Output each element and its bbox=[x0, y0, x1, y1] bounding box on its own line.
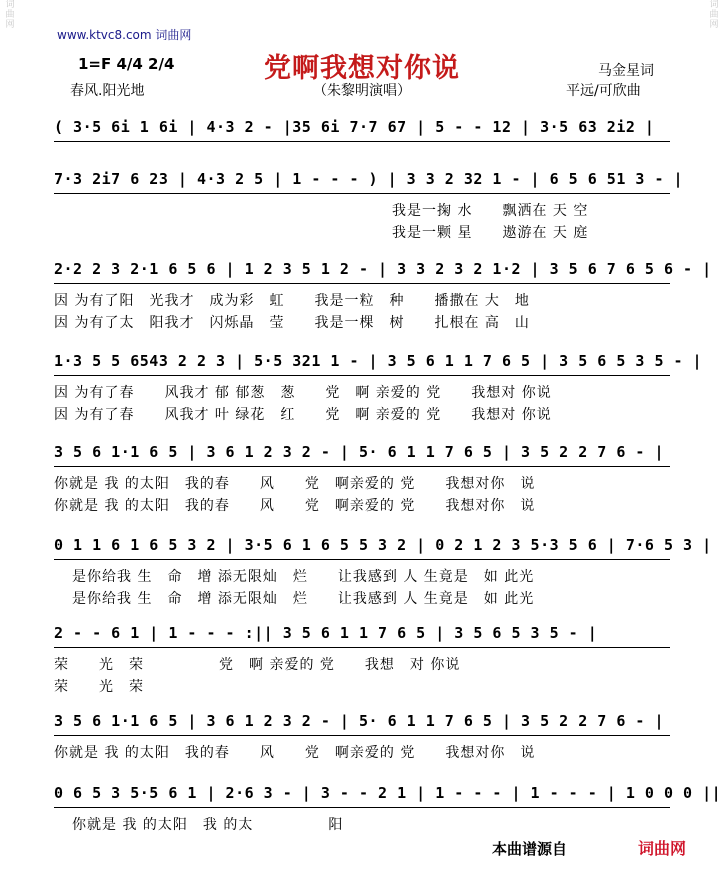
lyric-line-1: 我是一掬 水 飘洒在 天 空 bbox=[392, 203, 589, 219]
song-title: 党啊我想对你说 bbox=[264, 53, 460, 84]
lyric-line-2: 因 为有了春 风我才 叶 绿花 红 党 啊 亲爱的 党 我想对 你说 bbox=[54, 407, 552, 423]
lyricist-credit: 马金星词 bbox=[598, 63, 654, 79]
underline bbox=[54, 141, 670, 142]
source-note: 本曲谱源自 bbox=[492, 840, 568, 858]
lyric-line-2: 是你给我 生 命 增 添无限灿 烂 让我感到 人 生竟是 如 此光 bbox=[72, 591, 535, 607]
lyric-line-1: 因 为有了春 风我才 郁 郁葱 葱 党 啊 亲爱的 党 我想对 你说 bbox=[54, 385, 552, 401]
left-watermark: 词曲网 bbox=[5, 0, 15, 30]
underline bbox=[54, 807, 670, 808]
lyric-line-2: 荣 光 荣 bbox=[54, 679, 144, 695]
notation-line: 2·2 2 3 2·1 6 5 6 | 1 2 3 5 1 2 - | 3 3 2 3 2 1·2 | 3 5 6 7 6 5 6 - | bbox=[54, 260, 712, 278]
notation-line: 3 5 6 1·1 6 5 | 3 6 1 2 3 2 - | 5· 6 1 1 7 6 5 | 3 5 2 2 7 6 - | bbox=[54, 443, 664, 461]
underline bbox=[54, 193, 670, 194]
site-logo[interactable]: 词曲网 bbox=[638, 839, 687, 858]
underline bbox=[54, 466, 670, 467]
lyric-line-1: 你就是 我 的太阳 我的春 风 党 啊亲爱的 党 我想对你 说 bbox=[54, 476, 536, 492]
notation-line: 3 5 6 1·1 6 5 | 3 6 1 2 3 2 - | 5· 6 1 1 7 6 5 | 3 5 2 2 7 6 - | bbox=[54, 712, 664, 730]
right-watermark: 词曲网 bbox=[709, 0, 719, 30]
lyric-line-1: 你就是 我 的太阳 我 的太 阳 bbox=[72, 817, 344, 833]
underline bbox=[54, 559, 670, 560]
site-url[interactable]: www.ktvc8.com 词曲网 bbox=[57, 28, 192, 42]
album-name: 春风.阳光地 bbox=[70, 83, 145, 99]
notation-line: 7·3 2i7 6 23 | 4·3 2 5 | 1 - - - ) | 3 3 2 32 1 - | 6 5 6 51 3 - | bbox=[54, 170, 684, 188]
key-signature: 1=F 4/4 2/4 bbox=[78, 55, 175, 73]
composer-credit: 平远/可欣曲 bbox=[566, 83, 641, 99]
lyric-line-1: 你就是 我 的太阳 我的春 风 党 啊亲爱的 党 我想对你 说 bbox=[54, 745, 536, 761]
underline bbox=[54, 735, 670, 736]
notation-line: 1·3 5 5 6543 2 2 3 | 5·5 321 1 - | 3 5 6 1 1 7 6 5 | 3 5 6 5 3 5 - | bbox=[54, 352, 703, 370]
lyric-line-1: 因 为有了阳 光我才 成为彩 虹 我是一粒 种 播撒在 大 地 bbox=[54, 293, 530, 309]
lyric-line-1: 是你给我 生 命 增 添无限灿 烂 让我感到 人 生竟是 如 此光 bbox=[72, 569, 535, 585]
underline bbox=[54, 375, 670, 376]
notation-line: ( 3·5 6i 1 6i | 4·3 2 - |35 6i 7·7 67 | 5 - - 12 | 3·5 63 2i2 | bbox=[54, 118, 655, 136]
notation-line: 0 6 5 3 5·5 6 1 | 2·6 3 - | 3 - - 2 1 | 1 - - - | 1 - - - | 1 0 0 0 || bbox=[54, 784, 722, 802]
notation-line: 2 - - 6 1 | 1 - - - :|| 3 5 6 1 1 7 6 5 | 3 5 6 5 3 5 - | bbox=[54, 624, 598, 642]
underline bbox=[54, 647, 670, 648]
lyric-line-1: 荣 光 荣 党 啊 亲爱的 党 我想 对 你说 bbox=[54, 657, 461, 673]
underline bbox=[54, 283, 670, 284]
notation-line: 0 1 1 6 1 6 5 3 2 | 3·5 6 1 6 5 5 3 2 | 0 2 1 2 3 5·3 5 6 | 7·6 5 3 | bbox=[54, 536, 712, 554]
lyric-line-2: 你就是 我 的太阳 我的春 风 党 啊亲爱的 党 我想对你 说 bbox=[54, 498, 536, 514]
lyric-line-2: 因 为有了太 阳我才 闪烁晶 莹 我是一棵 树 扎根在 高 山 bbox=[54, 315, 530, 331]
lyric-line-2: 我是一颗 星 遨游在 天 庭 bbox=[392, 225, 589, 241]
singer-credit: （朱黎明演唱） bbox=[313, 83, 411, 99]
